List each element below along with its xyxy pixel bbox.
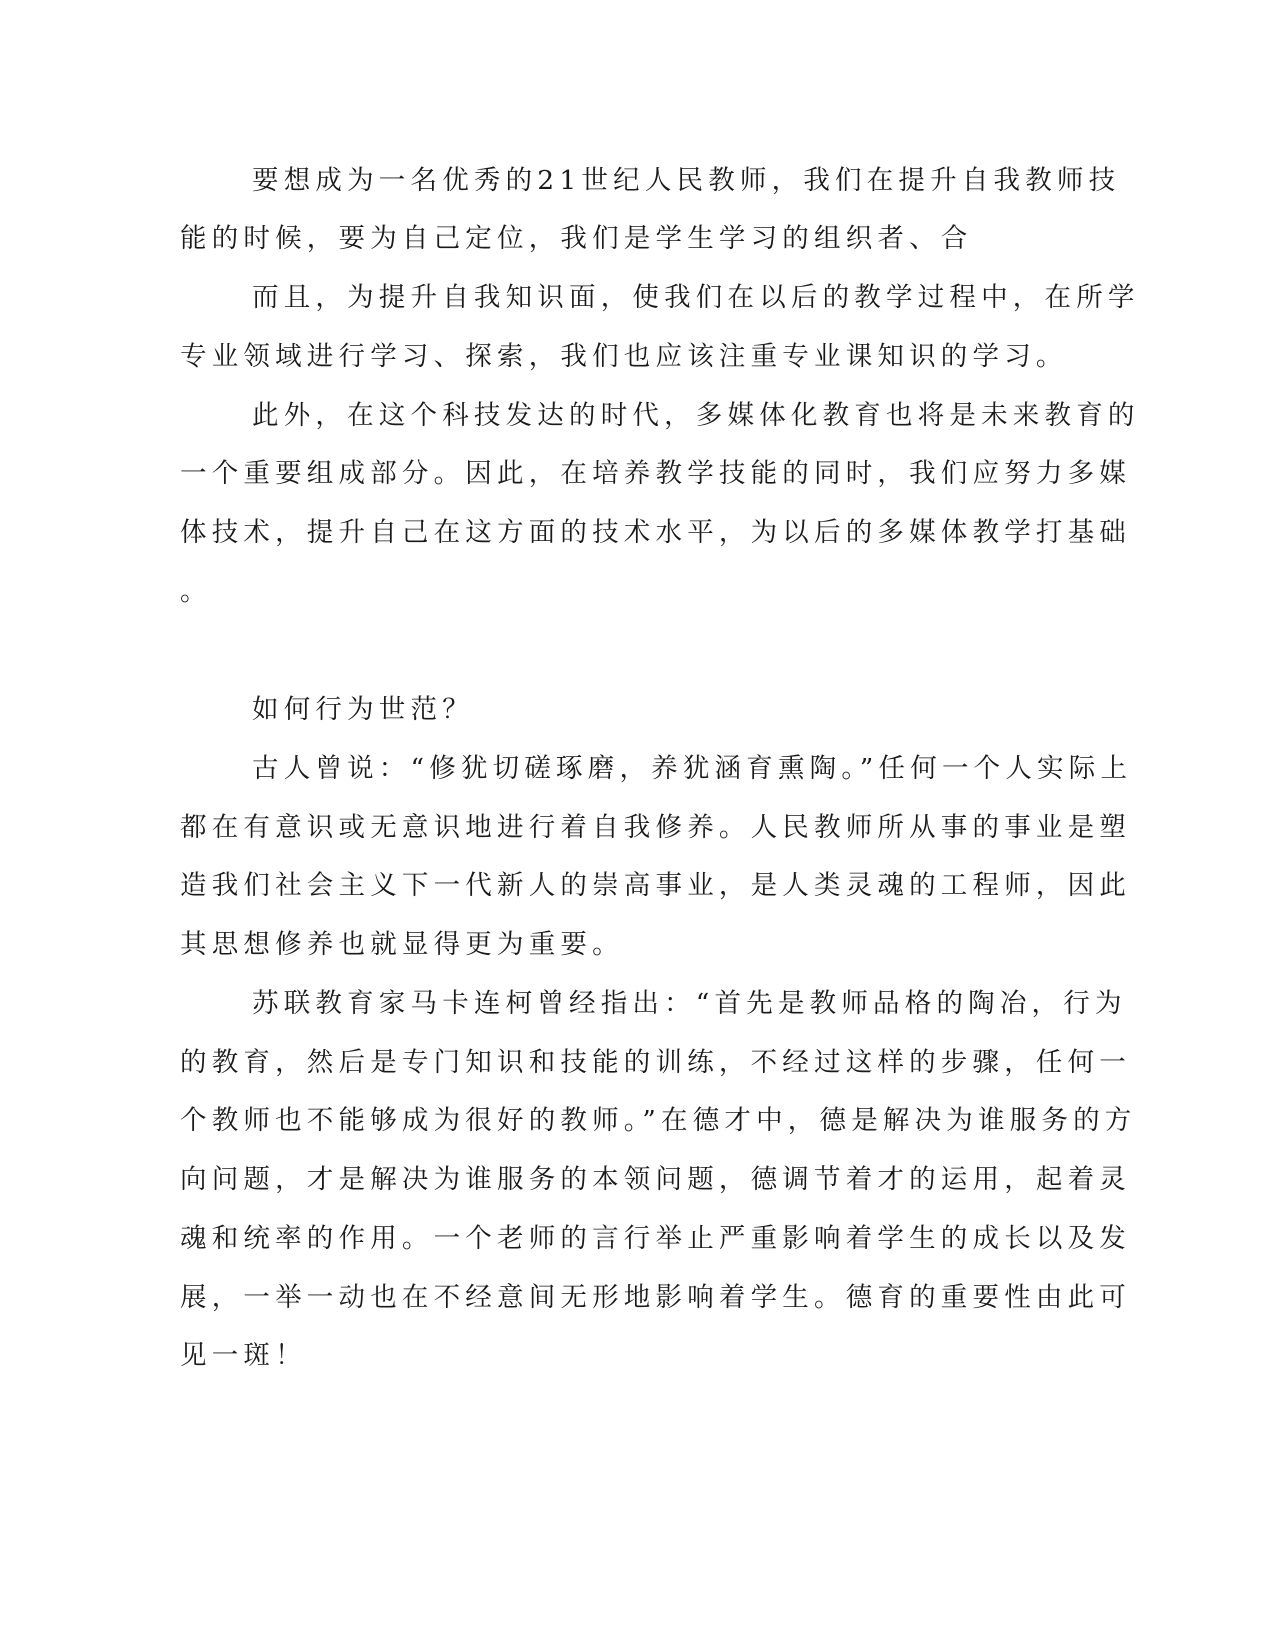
paragraph-3-line-3: 体技术，提升自己在这方面的技术水平，为以后的多媒体教学打基础 <box>180 517 1131 548</box>
paragraph-4-line-3: 造我们社会主义下一代新人的崇高事业，是人类灵魂的工程师，因此 <box>180 870 1131 901</box>
paragraph-5-line-5: 魂和统率的作用。一个老师的言行举止严重影响着学生的成长以及发 <box>180 1223 1131 1254</box>
paragraph-5-line-6: 展，一举一动也在不经意间无形地影响着学生。德育的重要性由此可 <box>180 1282 1131 1313</box>
paragraph-1-line-1: 要想成为一名优秀的21世纪人民教师，我们在提升自我教师技 <box>252 165 1121 196</box>
paragraph-1-line-2: 能的时候，要为自己定位，我们是学生学习的组织者、合 <box>180 223 973 254</box>
paragraph-4-line-1: 古人曾说：“修犹切磋琢磨，养犹涵育熏陶。”任何一个人实际上 <box>252 753 1133 784</box>
paragraph-5-line-7: 见一斑！ <box>180 1340 307 1371</box>
section-heading: 如何行为世范？ <box>252 694 474 725</box>
paragraph-3-line-2: 一个重要组成部分。因此，在培养教学技能的同时，我们应努力多媒 <box>180 458 1131 489</box>
paragraph-5-line-3: 个教师也不能够成为很好的教师。”在德才中，德是解决为谁服务的方 <box>180 1105 1137 1136</box>
paragraph-2-line-1: 而且，为提升自我知识面，使我们在以后的教学过程中，在所学 <box>252 282 1140 313</box>
paragraph-4-line-4: 其思想修养也就显得更为重要。 <box>180 929 624 960</box>
paragraph-3-line-4: 。 <box>180 576 212 607</box>
paragraph-2-line-2: 专业领域进行学习、探索，我们也应该注重专业课知识的学习。 <box>180 341 1068 372</box>
paragraph-5-line-1: 苏联教育家马卡连柯曾经指出：“首先是教师品格的陶冶，行为 <box>252 988 1127 1019</box>
paragraph-5-line-4: 向问题，才是解决为谁服务的本领问题，德调节着才的运用，起着灵 <box>180 1164 1131 1195</box>
paragraph-3-line-1: 此外，在这个科技发达的时代，多媒体化教育也将是未来教育的 <box>252 400 1140 431</box>
paragraph-4-line-2: 都在有意识或无意识地进行着自我修养。人民教师所从事的事业是塑 <box>180 812 1131 843</box>
paragraph-5-line-2: 的教育，然后是专门知识和技能的训练，不经过这样的步骤，任何一 <box>180 1047 1131 1078</box>
